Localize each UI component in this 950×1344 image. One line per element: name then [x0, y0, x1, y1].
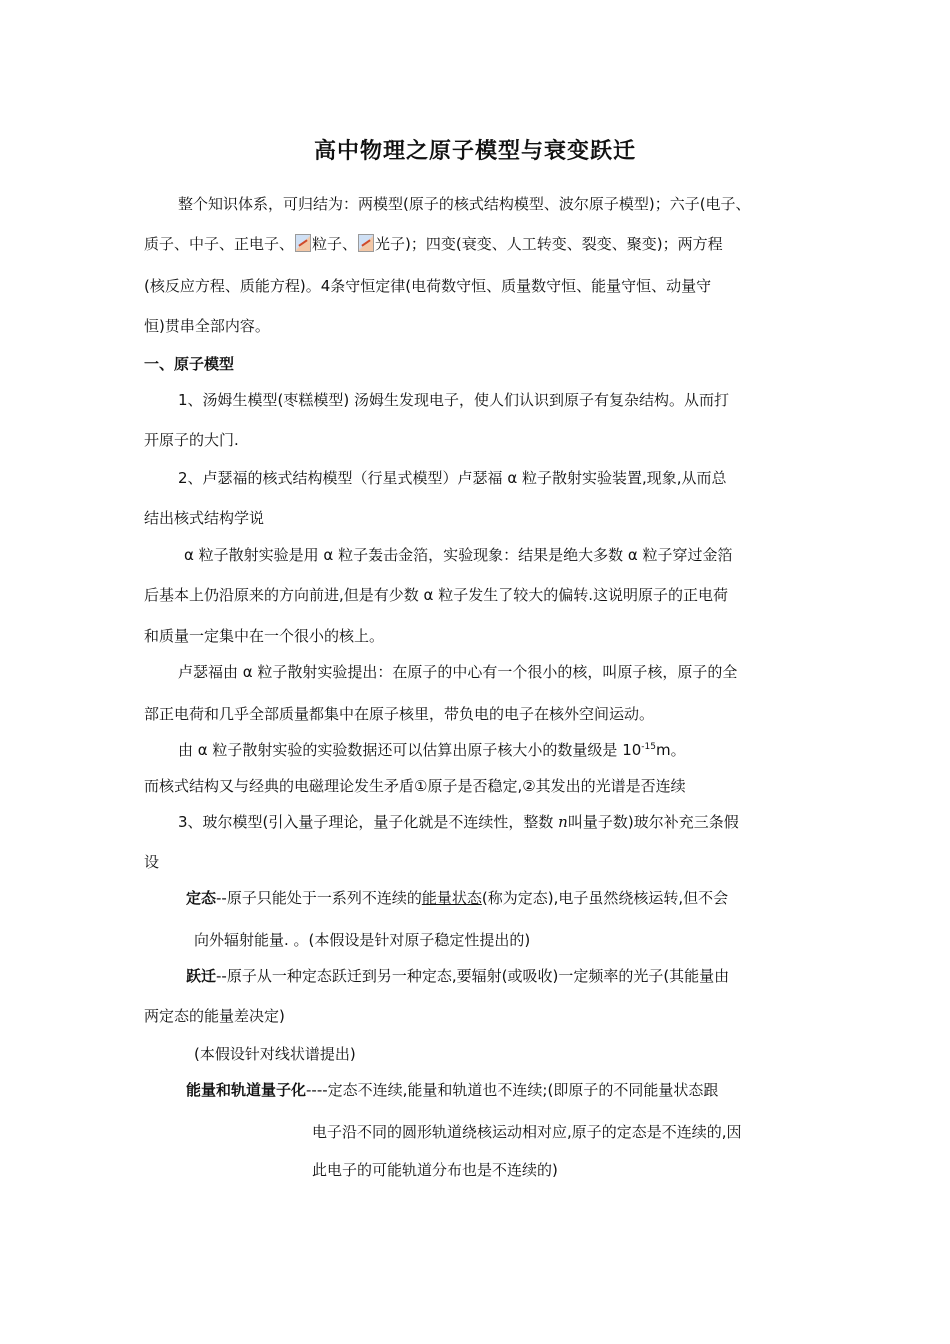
quantization-label: 能量和轨道量子化	[186, 1081, 307, 1099]
alpha-scatter-line-3: 和质量一定集中在一个很小的核上。	[144, 627, 385, 645]
alpha-scatter-line-2: 后基本上仍沿原来的方向前进,但是有少数 α 粒子发生了较大的偏转.这说明原子的正电荷	[144, 586, 728, 604]
broken-image-icon	[358, 234, 374, 252]
stationary-text-a: --原子只能处于一系列不连续的	[216, 889, 422, 907]
transition-text: --原子从一种定态跃迁到另一种定态,要辐射(或吸收)一定频率的光子(其能量由	[216, 967, 730, 985]
nucleus-size-unit: m。	[656, 741, 686, 759]
quantization-line-1	[186, 1080, 718, 1100]
contradiction-line: 而核式结构又与经典的电磁理论发生矛盾①原子是否稳定,②其发出的光谱是否连续	[144, 777, 686, 795]
thomson-line-1: 1、汤姆生模型(枣糕模型) 汤姆生发现电子，使人们认识到原子有复杂结构。从而打	[178, 391, 730, 409]
thomson-line-2: 开原子的大门.	[144, 431, 239, 449]
transition-line-1	[186, 966, 729, 986]
intro-line-1: 整个知识体系，可归结为：两模型(原子的核式结构模型、波尔原子模型)；六子(电子、	[178, 195, 751, 213]
bohr-text-b: 叫量子数)玻尔补充三条假	[567, 813, 739, 831]
rutherford-line-2: 结出核式结构学说	[144, 509, 265, 527]
quantization-text: ----定态不连续,能量和轨道也不连续;(即原子的不同能量状态跟	[306, 1081, 719, 1099]
exponent: -15	[641, 742, 656, 752]
transition-line-2: 两定态的能量差决定)	[144, 1007, 285, 1025]
quantum-number: n	[558, 813, 568, 831]
intro-line-3: (核反应方程、质能方程)。4条守恒定律(电荷数守恒、质量数守恒、能量守恒、动量守	[144, 277, 712, 295]
nucleus-line-2: 部正电荷和几乎全部质量都集中在原子核里，带负电的电子在核外空间运动。	[144, 705, 655, 723]
intro-line-2a: 质子、中子、正电子、	[144, 235, 295, 253]
nucleus-line-1: 卢瑟福由 α 粒子散射实验提出：在原子的中心有一个很小的核，叫原子核，原子的全	[178, 663, 738, 681]
stationary-state-line-1	[186, 888, 728, 908]
rutherford-line-1: 2、卢瑟福的核式结构模型（行星式模型）卢瑟福 α 粒子散射实验装置,现象,从而总	[178, 469, 727, 487]
intro-line-2	[144, 234, 723, 254]
broken-image-icon	[295, 234, 311, 252]
bohr-line-1	[178, 812, 739, 832]
nucleus-size-text: 由 α 粒子散射实验的实验数据还可以估算出原子核大小的数量级是 10	[178, 741, 642, 759]
transition-label: 跃迁	[186, 967, 217, 985]
stationary-state-label: 定态	[186, 889, 217, 907]
bohr-line-2: 设	[144, 853, 160, 871]
intro-line-4: 恒)贯串全部内容。	[144, 317, 270, 335]
bohr-text-a: 3、玻尔模型(引入量子理论，量子化就是不连续性，整数	[178, 813, 559, 831]
section-heading: 一、原子模型	[144, 355, 235, 373]
quantization-line-2: 电子沿不同的圆形轨道绕核运动相对应,原子的定态是不连续的,因	[312, 1123, 742, 1141]
quantization-line-3: 此电子的可能轨道分布也是不连续的)	[312, 1161, 558, 1179]
intro-line-2b: 粒子、	[312, 235, 358, 253]
stationary-state-line-2: 向外辐射能量. 。(本假设是针对原子稳定性提出的)	[194, 931, 531, 949]
page-title: 高中物理之原子模型与衰变跃迁	[313, 139, 636, 164]
energy-state-underlined: 能量状态	[421, 889, 482, 907]
nucleus-size-line	[178, 740, 686, 760]
alpha-scatter-line-1: α 粒子散射实验是用 α 粒子轰击金箔，实验现象：结果是绝大多数 α 粒子穿过金箔	[184, 546, 733, 564]
stationary-text-b: (称为定态),电子虽然绕核运转,但不会	[481, 889, 729, 907]
transition-line-3: (本假设针对线状谱提出)	[194, 1045, 356, 1063]
intro-line-2c: 光子)；四变(衰变、人工转变、裂变、聚变)；两方程	[375, 235, 723, 253]
